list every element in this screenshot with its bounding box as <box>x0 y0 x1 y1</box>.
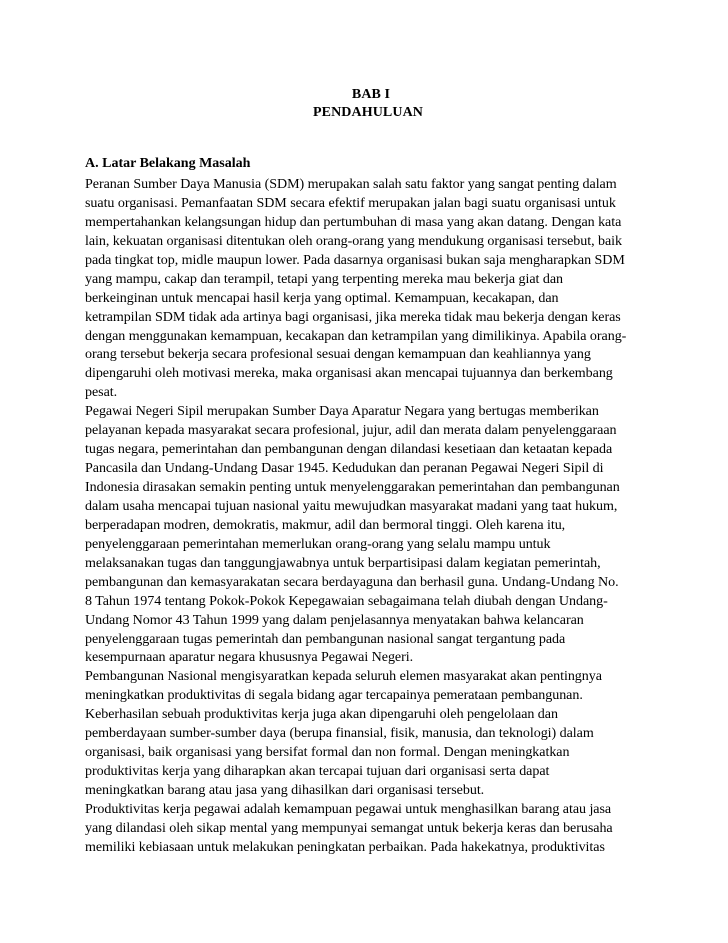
text-line: Pegawai Negeri Sipil merupakan Sumber Daya Aparatur Negara yang bertugas memberikan <box>85 403 599 420</box>
text-line: kesempurnaan aparatur negara khususnya Pegawai Negeri. <box>85 649 414 666</box>
text-line: tugas negara, pemerintahan dan pembangunan dengan dilandasi kesetiaan dan ketaatan kepada <box>85 441 613 458</box>
text-line: dalam usaha mencapai tujuan nasional yaitu mewujudkan masyarakat madani yang taat hukum, <box>85 497 618 514</box>
text-line: yang mampu, cakap dan terampil, tetapi yang terpenting mereka mau bekerja giat dan <box>85 270 563 287</box>
text-line: penyelenggaraan tugas pemerintah dan pembangunan nasional sangat tergantung pada <box>85 630 566 647</box>
text-line: pelayanan kepada masyarakat secara profesional, jujur, adil dan merata dalam penyelenggaraan <box>85 422 617 439</box>
text-line: Pembangunan Nasional mengisyaratkan kepada seluruh elemen masyarakat akan pentingnya <box>85 668 602 685</box>
text-line: melaksanakan tugas dan tanggungjawabnya untuk berpartisipasi dalam kegiatan pemerintah, <box>85 554 601 571</box>
text-line: mempertahankan kelangsungan hidup dan pertumbuhan di masa yang akan datang. Dengan kata <box>85 213 622 230</box>
text-line: Produktivitas kerja pegawai adalah kemampuan pegawai untuk menghasilkan barang atau jasa <box>85 800 612 817</box>
chapter-number: BAB I <box>351 87 391 102</box>
text-line: pada tingkat top, midle maupun lower. Pada dasarnya organisasi bukan saja mengharapkan SDM <box>85 251 625 268</box>
text-line: ketrampilan SDM tidak ada artinya bagi organisasi, jika mereka tidak mau bekerja dengan keras <box>85 308 621 325</box>
text-line: suatu organisasi. Pemanfaatan SDM secara efektif merupakan jalan bagi suatu organisasi untuk <box>85 194 616 211</box>
text-line: penyelenggaraan pemerintahan memerlukan orang-orang yang selalu mampu untuk <box>85 535 551 552</box>
text-line: Keberhasilan sebuah produktivitas kerja juga akan dipengaruhi oleh pengelolaan dan <box>85 706 558 723</box>
text-line: berkeinginan untuk mencapai hasil kerja yang optimal. Kemampuan, kecakapan, dan <box>85 289 559 306</box>
text-line: Indonesia dirasakan semakin penting untuk menyelenggarakan pemerintahan dan pembangunan <box>85 479 620 495</box>
text-line: dengan menggunakan kemampuan, kecakapan dan ketrampilan yang dimilikinya. Apabila orang- <box>85 327 627 344</box>
text-line: 8 Tahun 1974 tentang Pokok-Pokok Kepegawaian sebagaimana telah diubah dengan Undang- <box>85 592 608 609</box>
text-line: berperadapan modren, demokratis, makmur, adil dan bermoral tinggi. Oleh karena itu, <box>85 516 566 533</box>
text-line: yang dilandasi oleh sikap mental yang mempunyai semangat untuk bekerja keras dan berusaha <box>85 819 613 836</box>
chapter-title: PENDAHULUAN <box>313 105 423 120</box>
text-line: pembangunan dan kemasyarakatan secara berdayaguna dan berhasil guna. Undang-Undang No. <box>85 573 619 590</box>
text-line: meningkatkan barang atau jasa yang dihasilkan dari organisasi tersebut. <box>85 782 485 798</box>
text-line: lain, kekuatan organisasi ditentukan oleh orang-orang yang mendukung organisasi tersebut, baik <box>85 232 623 249</box>
text-line: Pancasila dan Undang-Undang Dasar 1945. Kedudukan dan peranan Pegawai Negeri Sipil di <box>85 460 604 477</box>
text-line: Undang Nomor 43 Tahun 1999 yang dalam penjelasannya menyatakan bahwa kelancaran <box>85 611 584 628</box>
text-line: produktivitas kerja yang diharapkan akan tercapai tujuan dari organisasi serta dapat <box>85 763 550 780</box>
body-text <box>85 175 655 857</box>
text-line: orang tersebut bekerja secara profesional sesuai dengan kemampuan dan keahliannya yang <box>85 346 591 363</box>
text-line: pemberdayaan sumber-sumber daya (berupa finansial, fisik, manusia, dan teknologi) dalam <box>85 725 594 742</box>
section-title: A. Latar Belakang Masalah <box>85 156 251 171</box>
text-line: Peranan Sumber Daya Manusia (SDM) merupakan salah satu faktor yang sangat penting dalam <box>85 176 617 192</box>
text-line: dipengaruhi oleh motivasi mereka, maka organisasi akan mencapai tujuannya dan berkembang <box>85 365 613 382</box>
text-line: pesat. <box>85 384 118 401</box>
text-line: organisasi, baik organisasi yang bersifat formal dan non formal. Dengan meningkatkan <box>85 744 570 761</box>
text-line: memiliki kebiasaan untuk melakukan peningkatan perbaikan. Pada hakekatnya, produktivitas <box>85 838 605 855</box>
text-line: meningkatkan produktivitas di segala bidang agar tercapainya pemerataan pembangunan. <box>85 687 583 704</box>
